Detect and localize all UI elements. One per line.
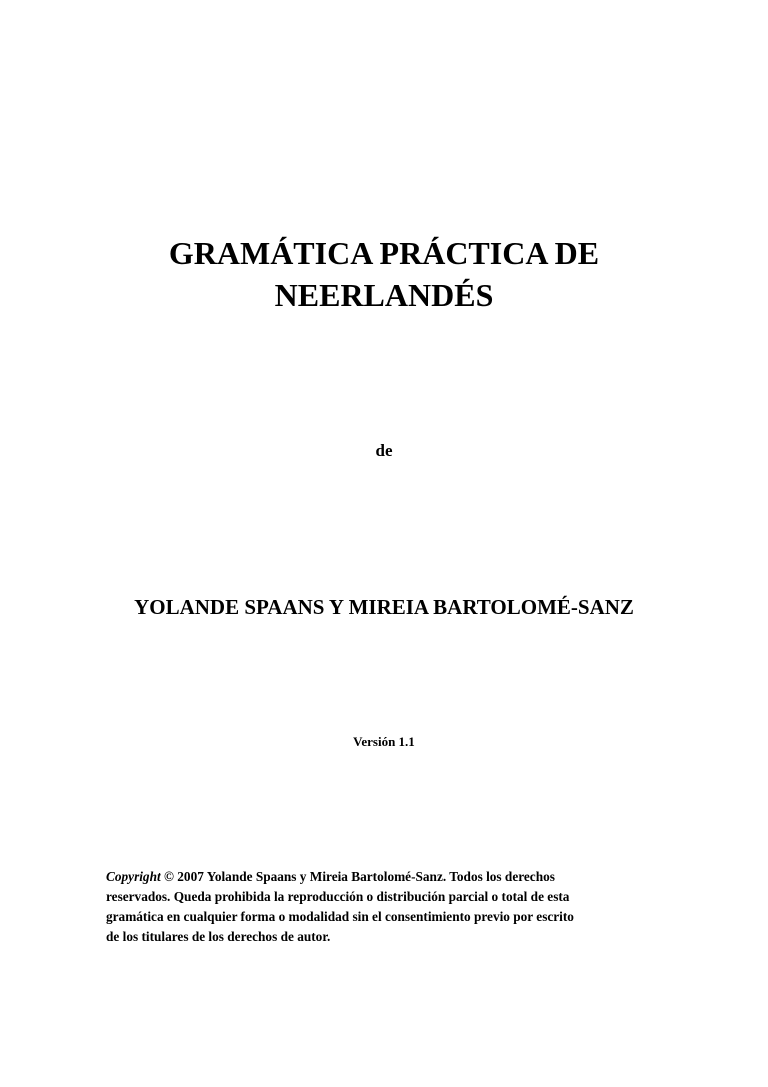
- copyright-label: Copyright: [106, 869, 161, 884]
- copyright-line-1: [106, 867, 666, 887]
- document-title: [0, 232, 768, 316]
- title-line-1: GRAMÁTICA PRÁCTICA DE: [168, 235, 600, 271]
- by-label: de: [375, 441, 393, 460]
- authors: YOLANDE SPAANS Y MIREIA BARTOLOMÉ-SANZ: [134, 595, 634, 619]
- copyright-notice: [106, 867, 666, 947]
- copyright-line-3: gramática en cualquier forma o modalidad sin el consentimiento previo por escrito: [106, 909, 574, 924]
- copyright-line-1-text: © 2007 Yolande Spaans y Mireia Bartolomé-Sanz. Todos los derechos: [160, 869, 555, 884]
- title-line-2: NEERLANDÉS: [274, 277, 494, 313]
- version-label: Versión 1.1: [353, 734, 415, 749]
- copyright-line-4: de los titulares de los derechos de autor.: [106, 929, 331, 944]
- copyright-line-2: reservados. Queda prohibida la reproducción o distribución parcial o total de esta: [106, 889, 570, 904]
